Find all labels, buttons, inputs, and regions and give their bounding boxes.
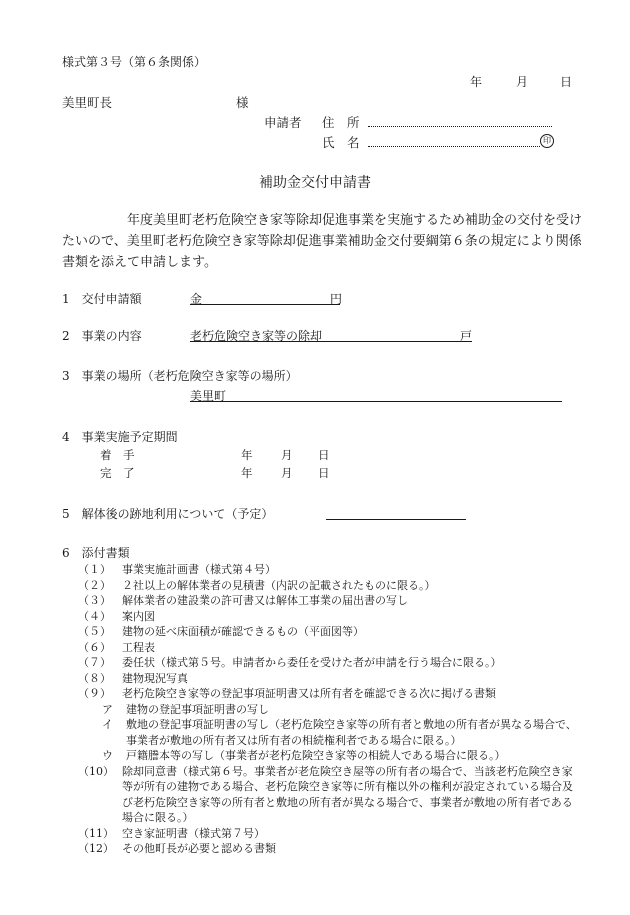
list-item: （７） 委任状（様式第５号。申請者から委任を受けた者が申請を行う場合に限る。） bbox=[78, 656, 502, 669]
end-day-label: 日 bbox=[318, 466, 330, 480]
list-item: （11） 空き家証明書（様式第７号） bbox=[78, 826, 265, 840]
start-label: 着 手 bbox=[100, 448, 135, 462]
list-item: （１） 事業実施計画書（様式第４号） bbox=[78, 563, 276, 576]
end-year-label: 年 bbox=[241, 466, 253, 480]
list-item: （４） 案内図 bbox=[78, 609, 155, 623]
seal-mark: 印 bbox=[540, 134, 554, 148]
attachment-list bbox=[62, 562, 582, 857]
list-item: （２） ２社以上の解体業者の見積書（内訳の記載されたものに限る。） bbox=[78, 578, 436, 592]
date-month-label: 月 bbox=[516, 75, 529, 89]
item-2-label: 2 事業の内容 bbox=[62, 329, 142, 343]
amount-field[interactable] bbox=[190, 304, 340, 305]
list-item: （10） 除却同意書（様式第６号。事業者が老危険空き屋等の所有者の場合で、当該老朽危険空き家等が所有の建物である場合、老朽危険空き家等に所有権以外の権利が設定されている場合及び老朽危険空き家等の所有者と敷地の所有者が異なる場合で、事業者が敷地の所有者である場合に限る。） bbox=[78, 764, 573, 824]
list-item: （３） 解体業者の建設業の許可書又は解体工事業の届出書の写し bbox=[78, 594, 408, 607]
name-label: 氏 名 bbox=[322, 135, 360, 150]
land-use-field[interactable] bbox=[326, 519, 466, 520]
project-location-field[interactable] bbox=[190, 401, 562, 402]
end-month-label: 月 bbox=[281, 466, 293, 480]
list-item: ア 建物の登記事項証明書の写し bbox=[102, 702, 269, 716]
list-item: （５） 建物の延べ床面積が確認できるもの（平面図等） bbox=[78, 625, 364, 638]
item-1-suffix: 円 bbox=[330, 292, 343, 306]
name-field[interactable] bbox=[368, 146, 540, 147]
address-field[interactable] bbox=[368, 126, 552, 127]
address-label: 住 所 bbox=[322, 115, 360, 130]
start-month-label: 月 bbox=[281, 448, 293, 462]
addressee: 美里町長 bbox=[62, 95, 113, 110]
item-2-suffix: 戸 bbox=[460, 329, 473, 343]
list-item: ウ 戸籍謄本等の写し（事業者が老朽危険空き家等の相続人である場合に限る。） bbox=[102, 749, 506, 762]
item-4-label: 4 事業実施予定期間 bbox=[62, 430, 178, 444]
intro-paragraph: 年度美里町老朽危険空き家等除却促進事業を実施するため補助金の交付を受けたいので、美里町老朽危険空き家等除却促進事業補助金交付要綱第６条の規定により関係書類を添えて申請します。 bbox=[62, 213, 583, 270]
item-1-label: 1 交付申請額 bbox=[62, 292, 142, 306]
item-2-value: 老朽危険空き家等の除却 bbox=[190, 329, 323, 343]
project-content-field[interactable] bbox=[190, 341, 472, 342]
item-3-value: 美里町 bbox=[190, 389, 227, 403]
list-item: （９） 老朽危険空き家等の登記事項証明書又は所有者を確認できる次に掲げる書類 bbox=[78, 687, 496, 700]
start-day-label: 日 bbox=[318, 448, 330, 462]
item-5-label: 5 解体後の跡地利用について（予定） bbox=[62, 507, 274, 521]
page-title: 補助金交付申請書 bbox=[259, 175, 371, 191]
item-6-label: 6 添付書類 bbox=[62, 546, 130, 560]
start-year-label: 年 bbox=[241, 448, 253, 462]
end-label: 完 了 bbox=[100, 466, 135, 480]
honorific: 様 bbox=[236, 95, 249, 110]
item-1-prefix: 金 bbox=[190, 292, 203, 306]
date-day-label: 日 bbox=[560, 75, 573, 89]
list-item: イ 敷地の登記事項証明書の写し（老朽危険空き家等の所有者と敷地の所有者が異なる場合で、事業者が敷地の所有者又は所有者の相続権利者である場合に限る。） bbox=[102, 718, 577, 747]
form-number: 様式第３号（第６条関係） bbox=[62, 55, 207, 69]
list-item: （12） その他町長が必要と認める書類 bbox=[78, 842, 276, 855]
applicant-label: 申請者 bbox=[264, 115, 302, 130]
date-year-label: 年 bbox=[470, 75, 483, 89]
item-3-label: 3 事業の場所（老朽危険空き家等の場所） bbox=[62, 369, 298, 383]
list-item: （８） 建物現況写真 bbox=[78, 671, 188, 685]
list-item: （６） 工程表 bbox=[78, 640, 155, 654]
